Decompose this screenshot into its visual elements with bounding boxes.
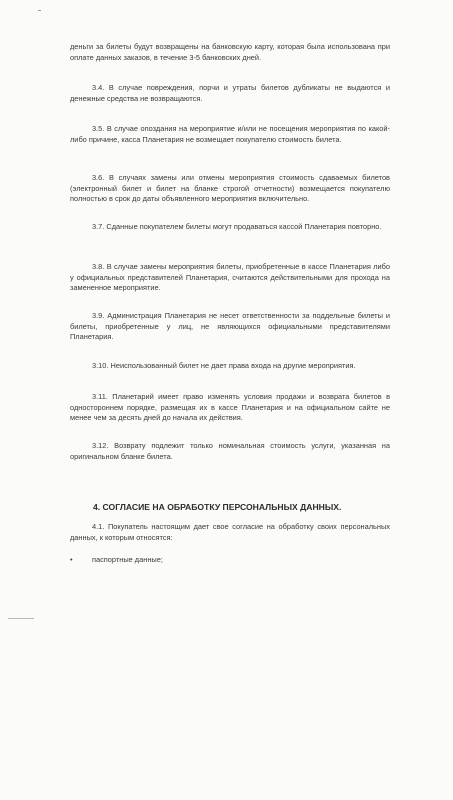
paragraph-3-9: 3.9. Администрация Планетария не несет ответственности за поддельные билеты и билеты, приобретенные у лиц, не являющихся официальными представителями Планетария. <box>70 311 390 341</box>
paragraph-3-5: 3.5. В случае опоздания на мероприятие и/или не посещения мероприятия по какой-либо причине, касса Планетария не возмещает покупателю стоимость билета. <box>70 124 390 144</box>
bullet-icon: • <box>70 555 73 564</box>
paragraph-3-8: 3.8. В случае замены мероприятия билеты, приобретенные в кассе Планетария либо у официальных представителей Планетария, считаются действительными для прохода на замененное мероприятие. <box>70 262 390 292</box>
scan-mark <box>8 618 34 619</box>
paragraph-3-11: 3.11. Планетарий имеет право изменять условия продажи и возврата билетов в одностороннем порядке, размещая их в кассе Планетария и на официальном сайте не менее чем за десять дней до начала их действия. <box>70 392 390 422</box>
paragraph-3-12: 3.12. Возврату подлежит только номинальная стоимость услуги, указанная на оригинальном бланке билета. <box>70 441 390 461</box>
paragraph-3-6: 3.6. В случаях замены или отмены мероприятия стоимость сдаваемых билетов (электронный билет и билет на бланке строгой отчетности) возмещается покупателю полностью в срок до даты объявленного мероприятия включительно. <box>70 173 390 203</box>
paragraph-3-4: 3.4. В случае повреждения, порчи и утраты билетов дубликаты не выдаются и денежные средства не возвращаются. <box>70 83 390 103</box>
paragraph-3-10: 3.10. Неиспользованный билет не дает права входа на другие мероприятия. <box>92 361 356 370</box>
section-heading: 4. СОГЛАСИЕ НА ОБРАБОТКУ ПЕРСОНАЛЬНЫХ ДАННЫХ. <box>93 502 342 512</box>
list-item <box>70 555 163 566</box>
paragraph-4-1: 4.1. Покупатель настоящим дает свое согласие на обработку своих персональных данных, к которым относятся: <box>70 522 390 542</box>
paragraph-3-7: 3.7. Сданные покупателем билеты могут продаваться кассой Планетария повторно. <box>92 222 382 231</box>
paragraph-refund-card: деньги за билеты будут возвращены на банковскую карту, которая была использована при оплате данных заказов, в течение 3-5 банковских дней. <box>70 42 390 62</box>
list-item-text: паспортные данные; <box>92 555 163 564</box>
scan-mark <box>38 10 41 11</box>
